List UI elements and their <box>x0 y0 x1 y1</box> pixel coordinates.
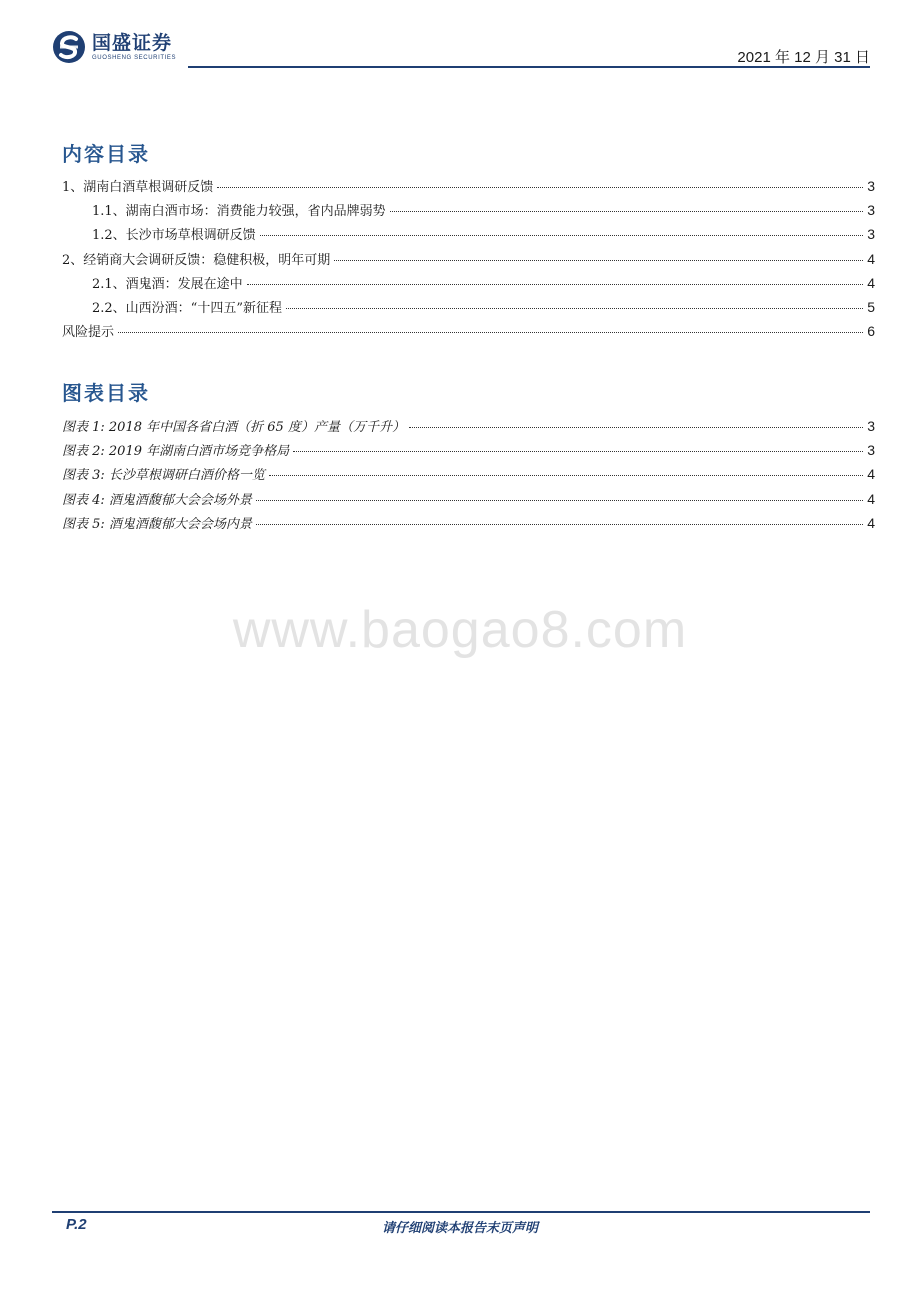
logo-name-en: GUOSHENG SECURITIES <box>92 55 177 61</box>
toc-leader-dots <box>269 475 863 476</box>
toc-item-label: 2.2、山西汾酒：“十四五”新征程 <box>92 300 282 316</box>
figure-item-label: 图表 1: 2018 年中国各省白酒（折 65 度）产量（万千升） <box>62 420 405 435</box>
disclaimer-note: 请仔细阅读本报告末页声明 <box>381 1221 538 1236</box>
page-header <box>52 26 870 72</box>
toc-item-page: 6 <box>867 323 875 340</box>
logo-name-cn: 国盛证券 <box>92 32 173 54</box>
figure-item-label: 图表 5: 酒鬼酒馥郁大会会场内景 <box>62 516 252 532</box>
toc-leader-dots <box>286 308 863 309</box>
guosheng-logo-icon <box>52 30 86 64</box>
toc-item-label: 1.1、湖南白酒市场：消费能力较强，省内品牌弱势 <box>92 204 386 220</box>
toc-item[interactable] <box>62 200 875 224</box>
toc-item[interactable] <box>62 224 875 248</box>
report-date: 2021 年 12 月 31 日 <box>737 49 870 66</box>
toc-item-page: 5 <box>867 298 875 315</box>
toc-leader-dots <box>217 187 863 188</box>
toc-item[interactable] <box>62 273 875 297</box>
toc-leader-dots <box>409 427 863 428</box>
toc-item[interactable] <box>62 297 875 321</box>
figure-item[interactable] <box>62 440 875 464</box>
toc-item-page: 3 <box>867 226 875 243</box>
figure-item-page: 4 <box>867 514 875 531</box>
footer-divider <box>52 1211 870 1213</box>
toc-item-page: 4 <box>867 274 875 291</box>
toc-item[interactable] <box>62 249 875 273</box>
toc-item-page: 4 <box>867 250 875 267</box>
toc-item-page: 3 <box>867 202 875 219</box>
toc-leader-dots <box>256 524 863 525</box>
page-number: P.2 <box>66 1216 87 1233</box>
figure-item-page: 4 <box>867 490 875 507</box>
toc-item-label: 1.2、长沙市场草根调研反馈 <box>92 228 256 244</box>
toc-item-label: 风险提示 <box>62 325 115 341</box>
toc-item[interactable] <box>62 176 875 200</box>
figures-list <box>62 416 875 537</box>
toc-leader-dots <box>334 260 863 261</box>
figure-item-page: 3 <box>867 418 875 434</box>
header-divider <box>188 66 870 68</box>
figure-item-page: 4 <box>867 466 875 483</box>
company-logo <box>52 30 176 64</box>
toc-leader-dots <box>390 211 864 212</box>
toc-item[interactable] <box>62 321 875 345</box>
toc-item-label: 2.1、酒鬼酒：发展在途中 <box>92 276 243 292</box>
toc-leader-dots <box>247 284 864 285</box>
toc-leader-dots <box>118 332 863 333</box>
toc-leader-dots <box>260 235 864 236</box>
toc-title: 内容目录 <box>62 142 150 166</box>
figure-item-label: 图表 3: 长沙草根调研白酒价格一览 <box>62 468 265 484</box>
watermark: www.baogao8.com <box>232 601 688 659</box>
toc-leader-dots <box>256 500 863 501</box>
toc-item-page: 3 <box>867 178 875 194</box>
figure-item[interactable] <box>62 416 875 440</box>
figure-item[interactable] <box>62 489 875 513</box>
toc-item-label: 2、经销商大会调研反馈：稳健积极，明年可期 <box>62 252 331 268</box>
figure-item[interactable] <box>62 464 875 488</box>
figure-item-label: 图表 4: 酒鬼酒馥郁大会会场外景 <box>62 492 252 508</box>
toc-leader-dots <box>293 451 863 452</box>
toc-item-label: 1、湖南白酒草根调研反馈 <box>62 180 214 195</box>
contents-list <box>62 176 875 345</box>
figure-item[interactable] <box>62 513 875 537</box>
figure-item-label: 图表 2: 2019 年湖南白酒市场竞争格局 <box>62 444 290 460</box>
figure-item-page: 3 <box>867 442 875 459</box>
figures-title: 图表目录 <box>62 381 150 405</box>
